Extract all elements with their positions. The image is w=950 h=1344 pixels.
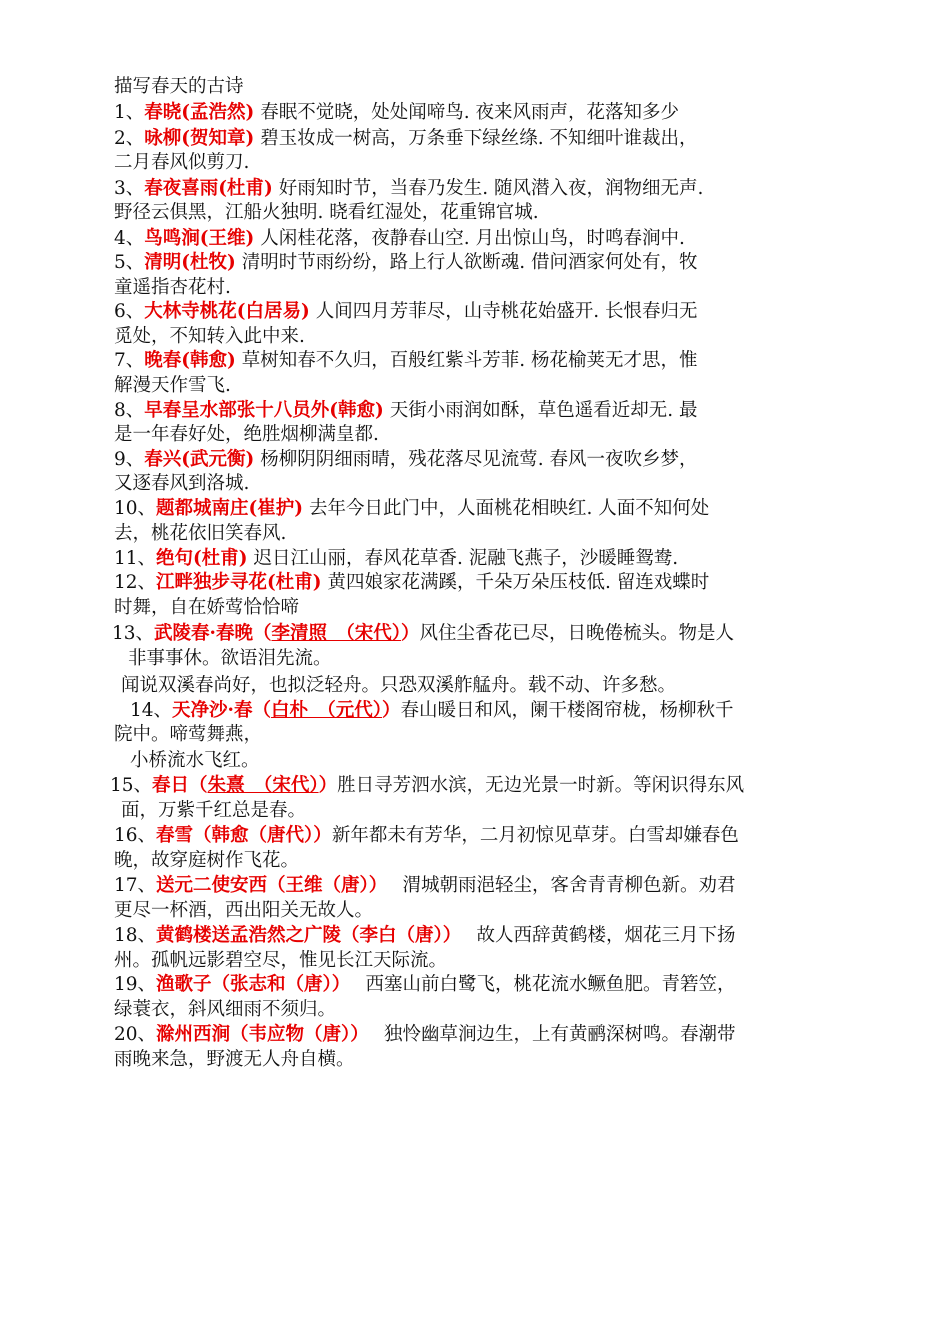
poem-number: 9、 (114, 449, 145, 470)
poem-number: 2、 (114, 128, 145, 149)
poem-8-line-2: 是一年春好处，绝胜烟柳满皇都. (114, 424, 379, 445)
poem-15-line-2: 面，万紫千红总是春。 (121, 800, 307, 821)
poem-title: 春兴(武元衡) (144, 449, 255, 470)
poem-11-line-1 (114, 546, 678, 572)
poem-20-line-2: 雨晚来急，野渡无人舟自横。 (114, 1049, 355, 1070)
poem-16-line-2: 晚，故穿庭树作飞花。 (114, 850, 300, 871)
poem-text: 碧玉妆成一树高，万条垂下绿丝绦. 不知细叶谁裁出， (260, 128, 698, 149)
poem-text: 人闲桂花落，夜静春山空. 月出惊山鸟，时鸣春涧中. (260, 228, 685, 249)
poem-title: 晚春(韩愈) (144, 350, 236, 371)
poem-number: 20、 (114, 1024, 157, 1045)
poem-number: 19、 (114, 974, 157, 995)
poem-number: 14、 (130, 700, 173, 721)
poem-title: 春夜喜雨(杜甫) (144, 178, 273, 199)
poem-number: 7、 (114, 350, 145, 371)
poem-text: 风住尘香花已尽，日晚倦梳头。物是人 (419, 623, 735, 644)
poem-6-line-2: 觅处，不知转入此中来. (114, 326, 305, 347)
poem-title: 滁州西涧（韦应物（唐）） (156, 1024, 360, 1045)
poem-number: 11、 (114, 548, 157, 569)
poem-18-line-2: 州。孤帆远影碧空尽，惟见长江天际流。 (114, 950, 448, 971)
poem-number: 18、 (114, 925, 157, 946)
poem-title: 渔歌子（张志和（唐）） (156, 974, 342, 995)
poem-text: 新年都未有芳华，二月初惊见草芽。白雪却嫌春色 (331, 825, 739, 846)
poem-9-line-2: 又逐春风到洛城. (114, 473, 250, 494)
poem-author: 朱熹 （宋代） (207, 775, 319, 796)
poem-title: 题都城南庄(崔护) (156, 498, 304, 519)
poem-9-line-1 (114, 447, 697, 473)
poem-7-line-2: 解漫天作雪飞. (114, 375, 231, 396)
poem-number: 3、 (114, 178, 145, 199)
poem-13-line-3: 闻说双溪春尚好，也拟泛轻舟。只恐双溪舴艋舟。载不动、许多愁。 (121, 675, 677, 696)
poem-number: 10、 (114, 498, 157, 519)
poem-text: 黄四娘家花满蹊，千朵万朵压枝低. 留连戏蝶时 (327, 572, 710, 593)
poem-author: 白朴 （元代） (271, 700, 383, 721)
poem-text: 春眠不觉晓，处处闻啼鸟. 夜来风雨声，花落知多少 (260, 102, 679, 123)
poem-title: 鸟鸣涧(王维) (144, 228, 255, 249)
poem-7-line-1 (114, 348, 697, 374)
poem-text: 西塞山前白鹭飞，桃花流水鳜鱼肥。青箬笠， (365, 974, 736, 995)
poem-text: 迟日江山丽，春风花草香. 泥融飞燕子，沙暖睡鸳鸯. (253, 548, 679, 569)
poem-10-line-2: 去，桃花依旧笑春风. (114, 523, 287, 544)
poem-8-line-1 (114, 398, 697, 424)
poem-text: 好雨知时节，当春乃发生. 随风潜入夜，润物细无声. (278, 178, 704, 199)
poem-title: 春雪（韩愈（唐代）） (156, 825, 332, 846)
poem-6-line-1 (114, 299, 697, 325)
poem-2-line-1 (114, 126, 697, 152)
poem-17-line-2: 更尽一杯酒，西出阳关无故人。 (114, 900, 374, 921)
poem-19-line-2: 绿蓑衣，斜风细雨不须归。 (114, 999, 337, 1020)
poem-title: 武陵春·春晚（ (154, 623, 272, 644)
poem-text: 去年今日此门中，人面桃花相映红. 人面不知何处 (308, 498, 710, 519)
poem-title: 咏柳(贺知章) (144, 128, 255, 149)
poem-3-line-1 (114, 176, 703, 202)
poem-number: 1、 (114, 102, 145, 123)
poem-number: 6、 (114, 301, 145, 322)
poem-20-line-1 (114, 1022, 735, 1048)
poem-text: 草树知春不久归，百般红紫斗芳菲. 杨花榆荚无才思，惟 (241, 350, 698, 371)
poem-author: 李清照 （宋代） (271, 623, 402, 644)
poem-title: 黄鹤楼送孟浩然之广陵（李白（唐）） (156, 925, 453, 946)
poem-number: 13、 (112, 623, 155, 644)
poem-2-line-2: 二月春风似剪刀. (114, 152, 250, 173)
poem-text: 人间四月芳菲尽，山寺桃花始盛开. 长恨春归无 (315, 301, 698, 322)
poem-18-line-1 (114, 923, 735, 949)
poem-4-line-1 (114, 226, 685, 252)
poem-1-line-1 (114, 100, 679, 126)
poem-title: 送元二使安西（王维（唐）） (156, 875, 379, 896)
poem-12-line-1 (114, 570, 709, 596)
poem-5-line-2: 童遥指杏花村. (114, 277, 231, 298)
poem-title: 早春呈水部张十八员外(韩愈) (144, 400, 384, 421)
poem-title: 春日（ (152, 775, 208, 796)
poem-14-line-1: 14、天净沙·春（白朴 （元代））春山暖日和风，阑干楼阁帘栊，杨柳秋千 (130, 700, 734, 721)
poem-text: 杨柳阴阴细雨晴，残花落尽见流莺. 春风一夜吹乡梦， (260, 449, 698, 470)
poem-16-line-1 (114, 823, 739, 849)
poem-text: 天街小雨润如酥，草色遥看近却无. 最 (389, 400, 698, 421)
poem-17-line-1 (114, 873, 735, 899)
poem-title: 绝句(杜甫) (156, 548, 248, 569)
poem-number: 17、 (114, 875, 157, 896)
poem-text: 独怜幽草涧边生，上有黄鹂深树鸣。春潮带 (383, 1024, 736, 1045)
poem-19-line-1 (114, 972, 735, 998)
poem-number: 15、 (110, 775, 153, 796)
poem-title: 天净沙·春（ (172, 700, 271, 721)
poem-14-line-3: 小桥流水飞红。 (130, 750, 260, 771)
page-title: 描写春天的古诗 (114, 76, 244, 97)
poem-number: 16、 (114, 825, 157, 846)
poem-15-line-1: 15、春日（朱熹 （宋代））胜日寻芳泗水滨，无边光景一时新。等闲识得东风 (110, 775, 745, 796)
poem-title: 春晓(孟浩然) (144, 102, 255, 123)
poem-text: 春山暖日和风，阑干楼阁帘栊，杨柳秋千 (400, 700, 734, 721)
poem-text: 故人西辞黄鹤楼，烟花三月下扬 (476, 925, 736, 946)
poem-number: 12、 (114, 572, 157, 593)
poem-14-line-2: 院中。啼莺舞燕， (114, 724, 263, 745)
poem-12-line-2: 时舞，自在娇莺恰恰啼 (114, 597, 300, 618)
poem-5-line-1 (114, 250, 697, 276)
poem-number: 8、 (114, 400, 145, 421)
poem-text: 清明时节雨纷纷，路上行人欲断魂. 借问酒家何处有，牧 (241, 252, 698, 273)
poem-number: 5、 (114, 252, 145, 273)
poem-number: 4、 (114, 228, 145, 249)
poem-title: 大林寺桃花(白居易) (144, 301, 310, 322)
poem-13-line-2: 非事事休。欲语泪先流。 (128, 648, 332, 669)
poem-text: 胜日寻芳泗水滨，无边光景一时新。等闲识得东风 (337, 775, 745, 796)
poem-title: 江畔独步寻花(杜甫) (156, 572, 322, 593)
poem-text: 渭城朝雨浥轻尘，客舍青青柳色新。劝君 (402, 875, 736, 896)
poem-10-line-1 (114, 496, 709, 522)
poem-title: 清明(杜牧) (144, 252, 236, 273)
poem-3-line-2: 野径云俱黑，江船火独明. 晓看红湿处，花重锦官城. (114, 202, 539, 223)
poem-13-line-1: 13、武陵春·春晚（李清照 （宋代））风住尘香花已尽，日晚倦梳头。物是人 (112, 623, 735, 644)
